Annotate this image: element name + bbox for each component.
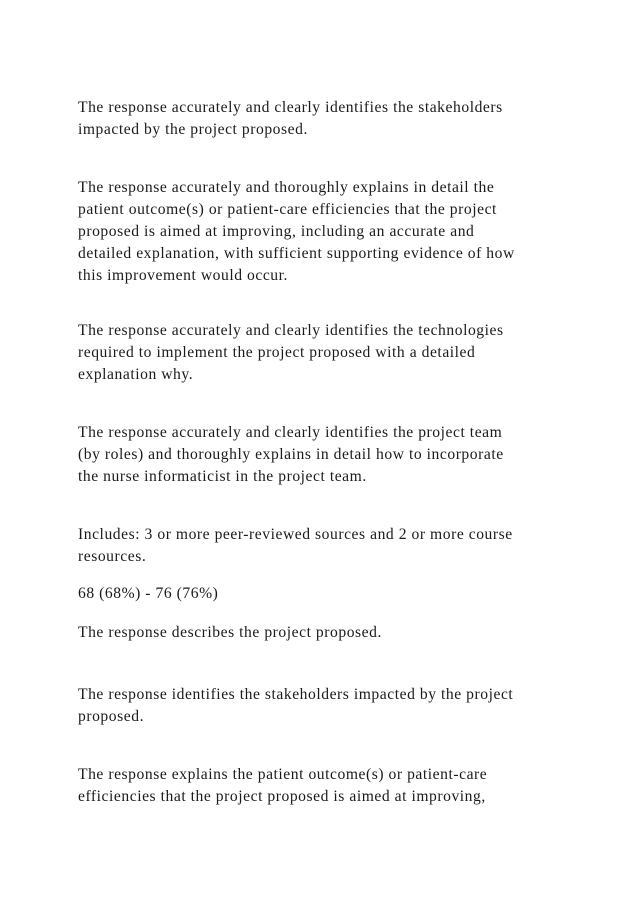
score-range bbox=[78, 583, 578, 605]
paragraph-describes-project bbox=[78, 622, 578, 644]
text-line: The response explains the patient outcome(s) or patient-care bbox=[78, 766, 488, 783]
text-line: (by roles) and thoroughly explains in detail how to incorporate bbox=[78, 446, 504, 463]
text-line: resources. bbox=[78, 548, 147, 565]
text-line: The response accurately and clearly identifies the technologies bbox=[78, 322, 504, 339]
paragraph-identifies-stakeholders bbox=[78, 684, 578, 728]
text-line: The response identifies the stakeholders impacted by the project bbox=[78, 686, 514, 703]
paragraph-explains-patient-outcome bbox=[78, 764, 578, 808]
text-line: proposed. bbox=[78, 708, 145, 725]
text-line: Includes: 3 or more peer-reviewed sources and 2 or more course bbox=[78, 526, 513, 543]
paragraph-stakeholders-criterion bbox=[78, 97, 578, 141]
paragraph-sources-criterion bbox=[78, 524, 578, 568]
paragraph-technologies-criterion bbox=[78, 320, 578, 386]
paragraph-project-team-criterion bbox=[78, 422, 578, 488]
text-line: detailed explanation, with sufficient supporting evidence of how bbox=[78, 245, 515, 262]
text-line: The response accurately and thoroughly explains in detail the bbox=[78, 179, 495, 196]
text-line: patient outcome(s) or patient-care efficiencies that the project bbox=[78, 201, 497, 218]
text-line: this improvement would occur. bbox=[78, 267, 288, 284]
paragraph-patient-outcome-criterion bbox=[78, 177, 578, 287]
text-line: explanation why. bbox=[78, 366, 194, 383]
text-line: The response describes the project proposed. bbox=[78, 624, 382, 641]
text-line: The response accurately and clearly identifies the stakeholders bbox=[78, 99, 503, 116]
text-line: impacted by the project proposed. bbox=[78, 121, 308, 138]
text-line: proposed is aimed at improving, including an accurate and bbox=[78, 223, 475, 240]
text-line: 68 (68%) - 76 (76%) bbox=[78, 585, 219, 602]
text-line: required to implement the project proposed with a detailed bbox=[78, 344, 476, 361]
text-line: the nurse informaticist in the project team. bbox=[78, 468, 367, 485]
text-line: The response accurately and clearly identifies the project team bbox=[78, 424, 503, 441]
text-line: efficiencies that the project proposed is aimed at improving, bbox=[78, 788, 486, 805]
